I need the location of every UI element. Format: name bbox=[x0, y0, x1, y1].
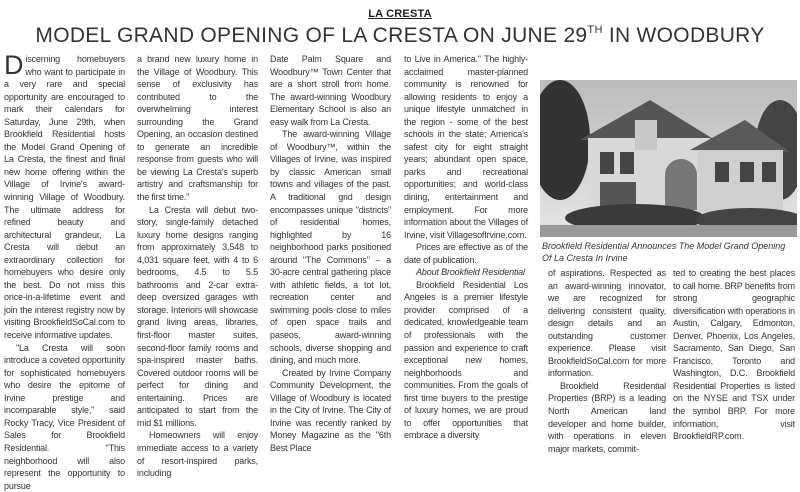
article-column-1 bbox=[4, 50, 125, 492]
article-column-2 bbox=[137, 53, 258, 480]
headline-superscript: TH bbox=[587, 24, 603, 36]
paragraph: "La Cresta will soon introduce a coveted opportunity for sophisticated homebuyers who desire the epitome of Irvine prestige and incomparable style," said Rocky Tracy, Vice President of Sales for Brookfield Residential. "This neighborhood will also represent the opportunity to pursue bbox=[4, 342, 125, 491]
paragraph: of aspirations. Respected as an award-winning innovator, we are recognized for delivering consistent quality, design details and an outstanding customer experience. Please visit BrookfieldSoCal.com for more information. bbox=[548, 268, 666, 379]
paragraph: Homeowners will enjoy immediate access to a variety of resort-inspired parks, including bbox=[137, 430, 258, 479]
paragraph: Prices are effective as of the date of publication. bbox=[404, 242, 528, 265]
subheading: About Brookfield Residential bbox=[416, 267, 525, 278]
section-kicker: LA CRESTA bbox=[368, 8, 432, 20]
paragraph bbox=[4, 50, 125, 342]
paragraph-text: iscerning homebuyers who want to participate in a very rare and special opportunity are encouraged to mark their calendars for Saturday, June 29th, when Brookfield Residential hosts the Model Grand Opening of La Cresta, the finest and final new home offering within the Village of Irvine's award-winning Village of Woodbury. The ultimate address for refined beauty and architectural grandeur, La Cresta will debut an extraordinary collection for homebuyers who desire only the best. Do not miss this once-in-a-lifetime event and join the interest registry now by visiting BrookfieldSoCal.com to receive informative updates. bbox=[4, 54, 125, 341]
headline bbox=[0, 24, 800, 48]
paragraph: Date Palm Square and Woodbury™ Town Center that are a short stroll from home. The award-winning Woodbury Elementary School is also an easy walk from La Cresta. bbox=[270, 54, 391, 127]
paragraph: ted to creating the best places to call home. BRP benefits from strong geographic diversification with operations in Austin, Calgary, Edmonton, Denver, Phoenix, Los Angeles, Sacramento, San Diego, San Francisco, Toronto and Washington, D.C. Brookfield Residential Properties is listed on the NYSE and TSX under the symbol BRP. For more information, visit BrookfieldRP.com. bbox=[673, 268, 795, 442]
paragraph: a brand new luxury home in the Village of Woodbury. This sense of exclusivity has contributed to the overwhelming interest surrounding the Grand Opening, an occasion destined to generate an incredible response from guests who will be viewing La Cresta's superb artistry and craftsmanship for the first time." bbox=[137, 54, 258, 203]
headline-main: MODEL GRAND OPENING OF LA CRESTA ON JUNE 29 bbox=[35, 24, 588, 47]
article-column-6 bbox=[673, 267, 795, 443]
article-column-5 bbox=[548, 267, 666, 455]
paragraph: to Live in America." The highly-acclaimed master-planned community is renowned for allowing residents to enjoy a unique lifestyle unmatched in the region - some of the best schools in the state; America's safest city for eight straight years; abundant open space, parks and recreational opportunities; and world-class dining, entertainment and employment. For more information about the Villages of Irvine, visit VillagesofIrvine.com. bbox=[404, 54, 528, 240]
paragraph: Brookfield Residential Properties (BRP) is a leading North American land developer and home builder, with operations in eleven major markets, commit- bbox=[548, 380, 666, 454]
paragraph: La Cresta will debut two-story, single-family detached luxury home designs ranging from approximately 3,548 to 4,031 square feet, with 4 to 6 bedrooms, 4.5 to 5.5 bathrooms and 2-car extra-deep oversized garages with storage. Interiors will showcase grand living areas, libraries, first-floor master suites, second-floor family rooms and spa-inspired master baths. Covered outdoor rooms will be perfect for dining and entertaining. Prices are anticipated to start from the mid $1 millions. bbox=[137, 204, 258, 428]
drop-cap: D bbox=[4, 50, 24, 80]
photo-caption: Brookfield Residential Announces The Model Grand Opening Of La Cresta In Irvine bbox=[542, 241, 786, 263]
paragraph: The award-winning Village of Woodbury™, within the Villages of Irvine, was inspired by classic American small towns and villages of the past. A traditional grid design encompasses unique "districts" of residential homes, highlighted by 16 neighborhood parks positioned around "The Commons" – a 30-acre central gathering place with athletic fields, a tot lot, recreation center and swimming pools close to miles of open space trails and paseos, award-winning schools, diverse shopping and dining, and much more. bbox=[270, 129, 391, 366]
paragraph: Created by Irvine Company Community Development, the Village of Woodbury is located in the City of Irvine. The City of Irvine was recently ranked by Money Magazine as the "6th Best Place bbox=[270, 367, 391, 453]
headline-tail: IN WOODBURY bbox=[602, 24, 765, 47]
house-photo bbox=[540, 80, 797, 237]
paragraph: Brookfield Residential Los Angeles is a premier lifestyle provider comprised of a dedicated, knowledgeable team of professionals with the passion and experience to craft exceptional new homes, neighborhoods and communities. From the goals of first time buyers to the prestige of luxury homes, we are proud to offer opportunities that embrace a diversity bbox=[404, 279, 528, 441]
article-column-3 bbox=[270, 53, 391, 455]
article-column-4 bbox=[404, 53, 528, 442]
